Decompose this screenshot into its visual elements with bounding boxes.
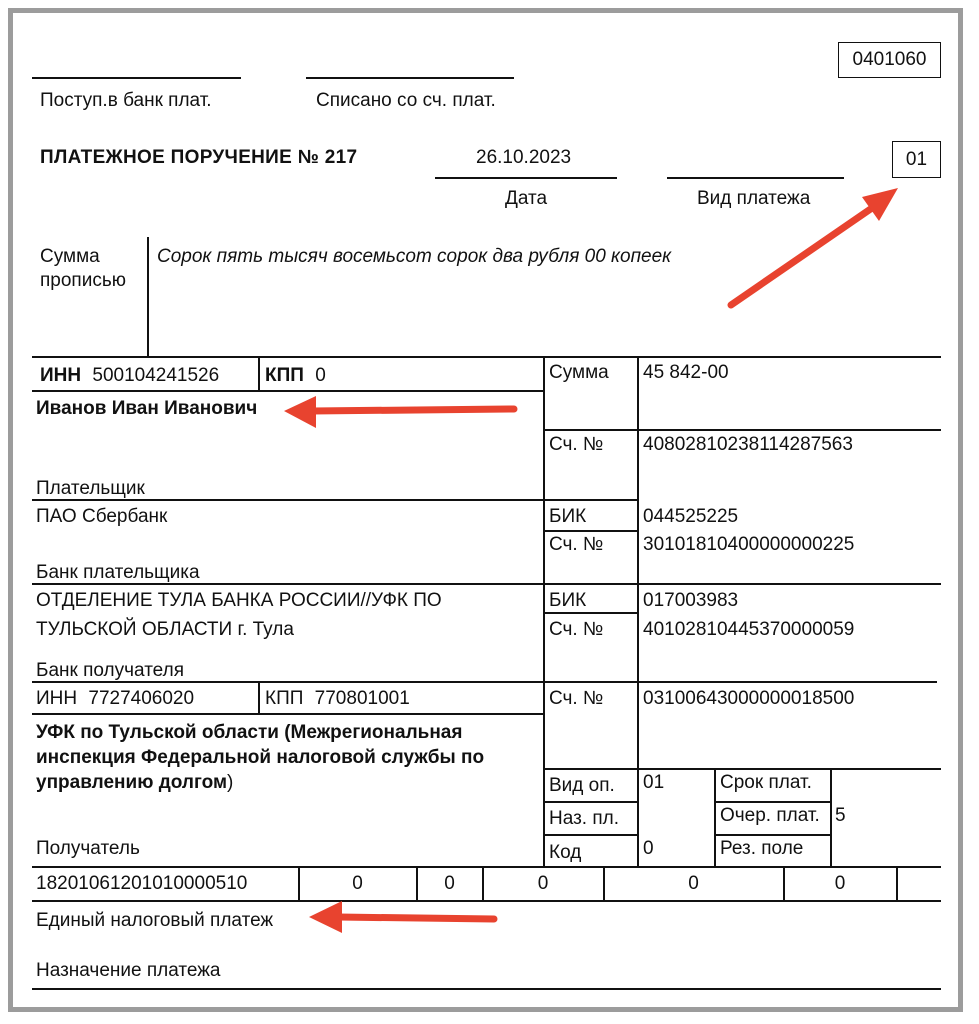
sum-value: 45 842-00 <box>643 362 729 383</box>
budget-basis: 0 <box>444 873 455 894</box>
purpose-code-label: Наз. пл. <box>549 808 619 829</box>
payee-bank-bik-label: БИК <box>549 590 587 611</box>
queue-label: Очер. плат. <box>720 805 820 826</box>
payer-role-label: Плательщик <box>36 478 145 499</box>
payee-bank-name-line2: ТУЛЬСКОЙ ОБЛАСТИ г. Тула <box>36 619 294 640</box>
document-title: ПЛАТЕЖНОЕ ПОРУЧЕНИЕ № 217 <box>40 147 358 168</box>
term-label: Срок плат. <box>720 772 812 793</box>
payer-inn-label: ИНН <box>40 365 82 386</box>
arrow-to-payment-purpose-icon <box>309 901 494 933</box>
payer-kpp-label: КПП <box>265 365 304 386</box>
payee-name-line3-suffix: ) <box>227 772 234 793</box>
payee-bank-label: Банк получателя <box>36 660 184 681</box>
arrow-to-status-code-icon <box>731 188 898 305</box>
budget-kbk: 18201061201010000510 <box>36 873 248 894</box>
payee-bank-corr-account: 40102810445370000059 <box>643 619 855 640</box>
payee-kpp: 770801001 <box>314 688 410 709</box>
queue-value: 5 <box>835 805 846 826</box>
status-code: 01 <box>905 148 928 170</box>
payee-inn-label: ИНН <box>36 688 78 709</box>
date-value: 26.10.2023 <box>476 147 572 168</box>
op-type-label: Вид оп. <box>549 775 615 796</box>
payee-role-label: Получатель <box>36 838 140 859</box>
payer-bank-account-label: Сч. № <box>549 534 604 555</box>
payee-account: 03100643000000018500 <box>643 688 855 709</box>
received-label: Поступ.в банк плат. <box>40 90 212 111</box>
payer-kpp: 0 <box>315 365 326 386</box>
payment-type-label: Вид платежа <box>697 188 811 209</box>
reserve-label: Рез. поле <box>720 838 804 859</box>
purpose-title: Назначение платежа <box>36 960 221 981</box>
payer-bank-label: Банк плательщика <box>36 562 200 583</box>
amount-words: Сорок пять тысяч восемьсот сорок два рубля 00 копеек <box>157 246 672 267</box>
payee-bank-account-label: Сч. № <box>549 619 604 640</box>
payer-bank-corr-account: 30101810400000000225 <box>643 534 855 555</box>
amount-words-label-2: прописью <box>40 270 126 291</box>
payer-bank-bik: 044525225 <box>643 506 739 527</box>
payer-account-label: Сч. № <box>549 434 604 455</box>
op-type-value: 01 <box>643 772 665 793</box>
budget-doc-date: 0 <box>834 873 846 894</box>
payer-account: 40802810238114287563 <box>643 434 853 455</box>
payee-kpp-label: КПП <box>265 688 304 709</box>
sum-label: Сумма <box>549 362 609 383</box>
budget-oktmo: 0 <box>352 873 363 894</box>
budget-period: 0 <box>537 873 549 894</box>
payee-account-label: Сч. № <box>549 688 604 709</box>
debited-label: Списано со сч. плат. <box>316 90 496 111</box>
payee-name-line1: УФК по Тульской области (Межрегиональная <box>36 722 463 743</box>
budget-doc-number: 0 <box>688 873 699 894</box>
payee-bank-name-line1: ОТДЕЛЕНИЕ ТУЛА БАНКА РОССИИ//УФК ПО <box>36 590 442 611</box>
arrow-to-payer-name-icon <box>284 396 514 428</box>
code-label: Код <box>549 842 582 863</box>
payer-inn: 500104241526 <box>92 365 220 386</box>
form-code: 0401060 <box>852 49 927 70</box>
payee-inn: 7727406020 <box>88 688 195 709</box>
payer-bank-bik-label: БИК <box>549 506 587 527</box>
amount-words-label-1: Сумма <box>40 246 100 267</box>
date-label: Дата <box>505 188 548 209</box>
payment-purpose: Единый налоговый платеж <box>36 910 274 931</box>
payer-name: Иванов Иван Иванович <box>36 398 258 419</box>
code-value: 0 <box>643 838 654 859</box>
payer-bank-name: ПАО Сбербанк <box>36 506 168 527</box>
payee-name-line2: инспекция Федеральной налоговой службы по <box>36 747 485 768</box>
payee-name-line3-text: управлению долгом <box>36 772 228 793</box>
payee-bank-bik: 017003983 <box>643 590 739 611</box>
